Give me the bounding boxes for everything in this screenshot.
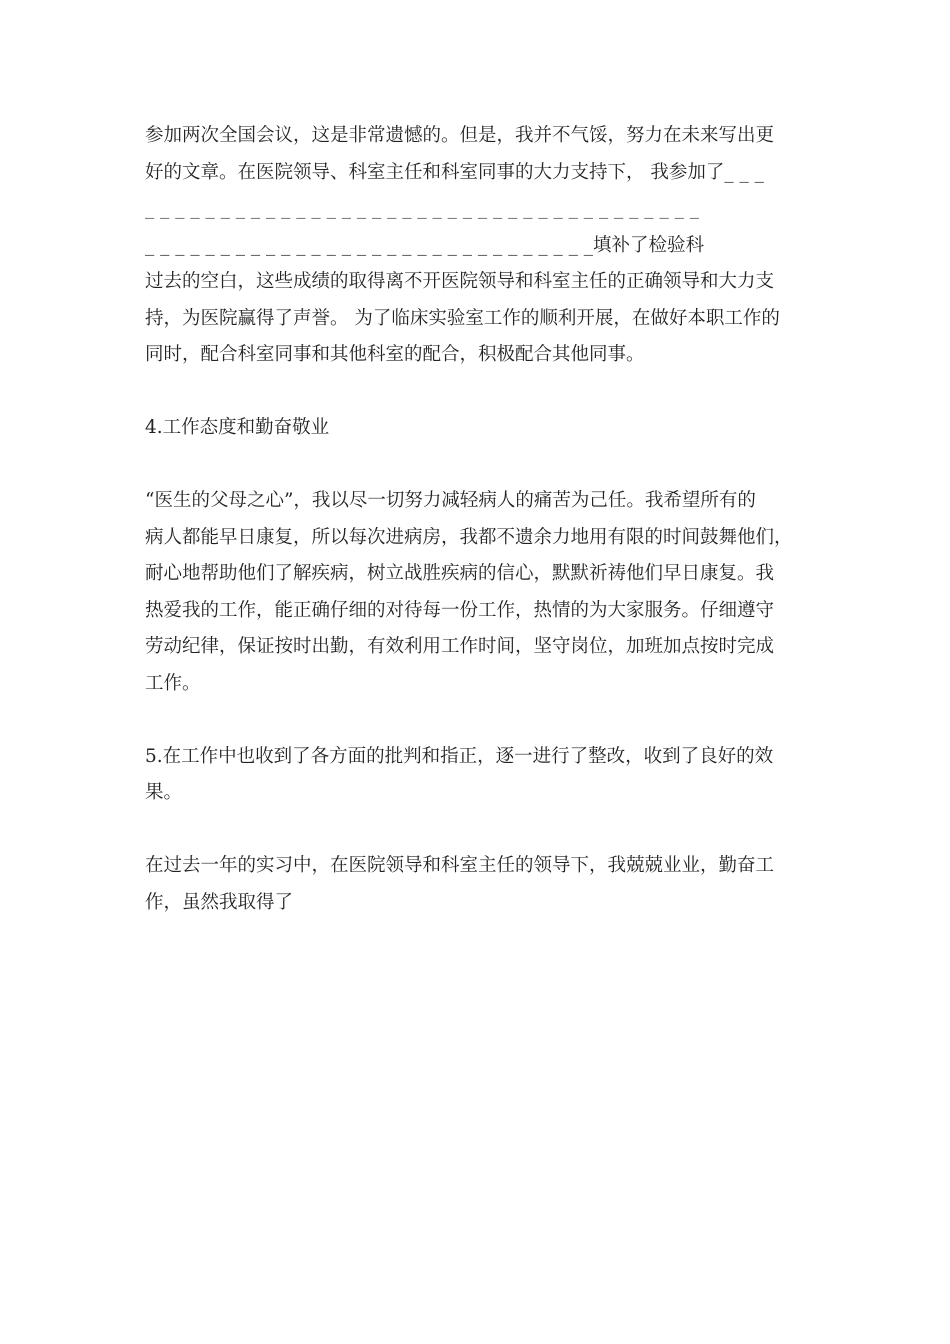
paragraph (145, 848, 810, 921)
text-line: 持，为医院赢得了声誉。 为了临床实验室工作的顺利开展，在做好本职工作的 (145, 307, 780, 329)
paragraph (145, 483, 810, 702)
text-line: 好的文章。在医院领导、科室主任和科室同事的大力支持下， 我参加了_ _ _ (145, 161, 764, 183)
paragraph (145, 118, 810, 374)
text-line: 在过去一年的实习中，在医院领导和科室主任的领导下，我兢兢业业，勤奋工 (145, 855, 775, 876)
text-line: 病人都能早日康复，所以每次进病房，我都不遗余力地用有限的时间鼓舞他们， (145, 526, 793, 548)
blank-fill-line: _ _ _ _ _ _ _ _ _ _ _ _ _ _ _ _ _ _ _ _ _ _ _ _ _ _ _ _ _ _ _ _ _ _ _ _ _ (145, 198, 699, 219)
text-line: 果。 (145, 782, 183, 803)
paragraph-spacer (145, 812, 810, 849)
text-line: 同时，配合科室同事和其他科室的配合，积极配合其他同事。 (145, 344, 645, 365)
section-heading: 4.工作态度和勤奋敬业 (145, 417, 330, 438)
paragraph-spacer (145, 447, 810, 484)
paragraph-spacer (145, 702, 810, 739)
text-line: 劳动纪律，保证按时出勤，有效利用工作时间，坚守岗位，加班加点按时完成 (145, 636, 775, 657)
document-body (145, 118, 810, 921)
text-line: 过去的空白，这些成绩的取得离不开医院领导和科室主任的正确领导和大力支 (145, 271, 775, 292)
text-line: 作，虽然我取得了 (145, 891, 294, 913)
text-line: 热爱我的工作，能正确仔细的对待每一份工作，热情的为大家服务。仔细遵守 (145, 599, 775, 621)
text-line: 耐心地帮助他们了解疾病，树立战胜疾病的信心，默默祈祷他们早日康复。我 (145, 563, 775, 584)
text-line: 工作。 (145, 672, 201, 694)
text-line: 参加两次全国会议，这是非常遗憾的。但是，我并不气馁，努力在未来写出更 (145, 125, 775, 146)
text-line: 5.在工作中也收到了各方面的批判和指正，逐一进行了整改，收到了良好的效 (145, 745, 774, 767)
text-line: _ _ _ _ _ _ _ _ _ _ _ _ _ _ _ _ _ _ _ _ _ _ _ _ _ _ _ _ _ _填补了检验科 (145, 234, 705, 256)
paragraph (145, 739, 810, 812)
paragraph-spacer (145, 374, 810, 411)
text-line: “医生的父母之心”，我以尽一切努力减轻病人的痛苦为己任。我希望所有的 (145, 490, 756, 511)
